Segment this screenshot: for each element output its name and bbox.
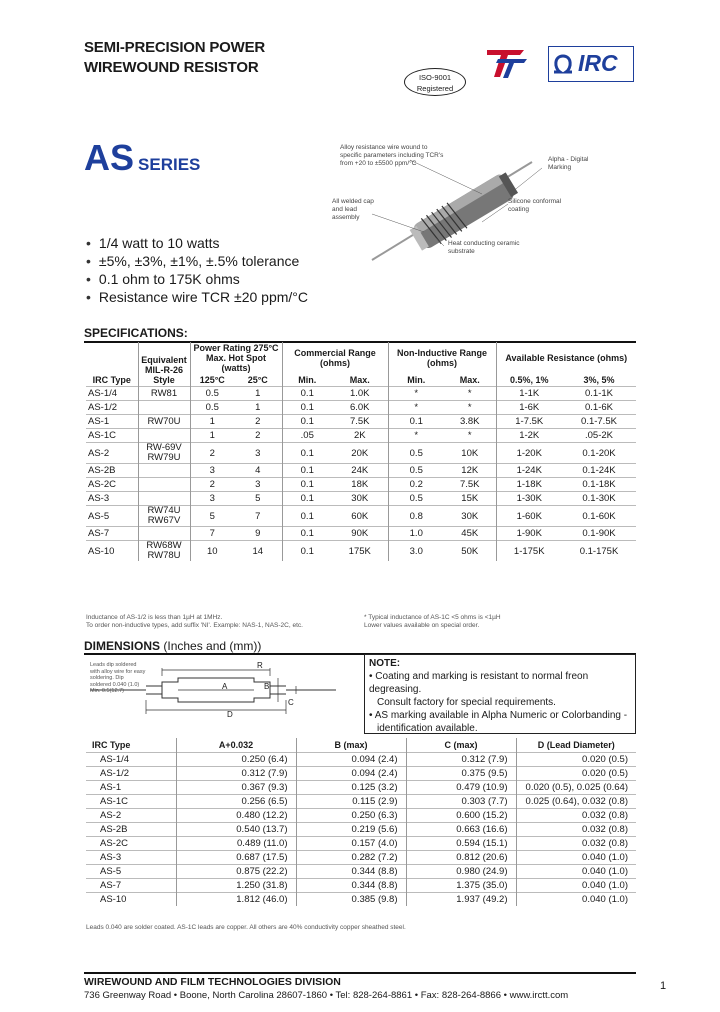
table-cell: 0.8 [388,506,444,527]
table-cell: 0.040 (1.0) [516,893,636,907]
table-cell: AS-3 [86,492,138,506]
dimensions-table [86,738,636,906]
table-row [86,837,636,851]
series-heading [84,138,200,185]
table-cell: 24K [332,464,388,478]
table-cell: 0.875 (22.2) [176,865,296,879]
table-cell: 0.1 [282,527,332,541]
table-cell: 5 [234,492,282,506]
dim-col-type: IRC Type [92,740,131,750]
table-cell: 0.5 [190,387,234,401]
table-cell: 0.480 (12.2) [176,809,296,823]
table-cell: 0.1 [282,541,332,562]
specs-footnote-right [364,614,501,630]
footnote-line: Inductance of AS-1/2 is less than 1µH at 1MHz. [86,614,223,621]
dim-col-d: D (Lead Diameter) [516,738,636,753]
footnote-line: Lower values available on special order. [364,622,480,629]
table-cell: 0.600 (15.2) [406,809,516,823]
table-cell: 0.1-1K [562,387,636,401]
table-cell: 0.312 (7.9) [176,767,296,781]
dim-label-c: C [288,698,294,707]
table-cell: 0.344 (8.8) [296,865,406,879]
table-cell: 1.812 (46.0) [176,893,296,907]
table-row [86,443,636,464]
table-cell: RW74U RW67V [138,506,190,527]
table-cell: AS-1 [86,415,138,429]
table-cell: 1-20K [496,443,562,464]
table-cell: 1.250 (31.8) [176,879,296,893]
table-cell: 0.219 (5.6) [296,823,406,837]
series-suffix: SERIES [138,155,201,174]
dimension-drawing-note: Leads dip soldered with alloy wire for easy soldering. Dip soldered 0.040 (1.0) Min. 0.5(12.7) [90,662,146,694]
iso-line-1: ISO-9001 [418,73,452,82]
table-cell: 50K [444,541,496,562]
table-cell: AS-2B [86,464,138,478]
title-line-1: SEMI-PRECISION POWER [84,39,266,56]
footnote-line: To order non-inductive types, add suffix 'NI'. Example: NAS-1, NAS-2C, etc. [86,622,303,629]
table-cell: 0.020 (0.5), 0.025 (0.64) [516,781,636,795]
irc-logo [548,46,634,82]
label-welded: All welded cap and lead assembly [332,198,374,221]
series-name: AS [84,137,135,178]
table-cell: AS-5 [86,865,176,879]
table-cell: 0.1-30K [562,492,636,506]
col-25c: 25°C [247,375,268,385]
table-row [86,541,636,562]
table-row [86,893,636,907]
col-power: Power Rating 275°C Max. Hot Spot (watts) [190,342,282,374]
table-cell: 18K [332,478,388,492]
table-cell: 14 [234,541,282,562]
table-cell: AS-2B [86,823,176,837]
table-cell: 0.1 [282,443,332,464]
table-cell: 0.040 (1.0) [516,851,636,865]
table-row [86,492,636,506]
table-cell: 0.1 [282,506,332,527]
table-cell: 0.1-18K [562,478,636,492]
col-available: Available Resistance (ohms) [496,342,636,374]
table-cell: 7 [234,506,282,527]
table-cell: 1 [190,429,234,443]
table-cell: 0.489 (11.0) [176,837,296,851]
specifications-table [86,342,636,561]
table-cell: 0.5 [388,492,444,506]
table-cell: 0.594 (15.1) [406,837,516,851]
table-cell: 0.1-175K [562,541,636,562]
table-cell: 1-175K [496,541,562,562]
col-irc-type: IRC Type [92,375,131,385]
table-row [86,795,636,809]
note-box [364,654,636,734]
table-cell: AS-2C [86,478,138,492]
table-cell: 0.032 (0.8) [516,823,636,837]
table-cell: 3 [234,478,282,492]
table-cell: AS-10 [86,541,138,562]
specifications-heading: SPECIFICATIONS: [84,326,188,340]
table-cell: 0.540 (13.7) [176,823,296,837]
table-cell: 20K [332,443,388,464]
note-item-cont: identification available. [377,723,478,734]
division-name: WIREWOUND AND FILM TECHNOLOGIES DIVISION [84,976,341,988]
table-cell: 0.025 (0.64), 0.032 (0.8) [516,795,636,809]
table-cell: RW-69V RW79U [138,443,190,464]
table-cell: 2 [190,478,234,492]
table-cell: 0.1-60K [562,506,636,527]
table-cell: 30K [444,506,496,527]
table-cell: 0.5 [388,443,444,464]
table-cell: 30K [332,492,388,506]
iso-badge [404,68,466,96]
table-cell: 9 [234,527,282,541]
table-cell: 1 [234,401,282,415]
table-cell: AS-7 [86,879,176,893]
table-cell: * [444,401,496,415]
table-cell: 0.040 (1.0) [516,865,636,879]
table-row [86,809,636,823]
table-cell: 0.312 (7.9) [406,753,516,767]
table-row [86,781,636,795]
table-cell: 0.687 (17.5) [176,851,296,865]
table-cell: AS-2 [86,443,138,464]
feature-item: • Resistance wire TCR ±20 ppm/°C [86,288,308,306]
table-cell: 0.1 [282,401,332,415]
table-cell: 2 [234,415,282,429]
col-mil-style: Equivalent MIL-R-26 Style [138,342,190,387]
table-row [86,527,636,541]
table-cell: 1.937 (49.2) [406,893,516,907]
table-cell: 0.094 (2.4) [296,767,406,781]
table-cell: 60K [332,506,388,527]
table-cell: 0.250 (6.3) [296,809,406,823]
table-cell: 1-60K [496,506,562,527]
table-cell: 1-24K [496,464,562,478]
table-row [86,823,636,837]
table-cell: 175K [332,541,388,562]
table-row [86,865,636,879]
table-row [86,387,636,401]
table-cell: * [388,401,444,415]
table-cell: 0.282 (7.2) [296,851,406,865]
table-cell: .05-2K [562,429,636,443]
table-cell: 1-2K [496,429,562,443]
label-marking: Alpha - Digital Marking [548,156,589,171]
col-tol-1: 0.5%, 1% [496,374,562,387]
table-cell: 10K [444,443,496,464]
table-cell: 7 [190,527,234,541]
table-cell: AS-2 [86,809,176,823]
table-cell: 15K [444,492,496,506]
table-cell: 0.385 (9.8) [296,893,406,907]
dim-label-a: A [222,682,228,691]
dim-col-b: B (max) [296,738,406,753]
table-row [86,506,636,527]
table-row [86,415,636,429]
table-cell: 0.1-90K [562,527,636,541]
dim-col-a: A+0.032 [176,738,296,753]
table-cell [138,478,190,492]
table-row [86,464,636,478]
note-item: • Coating and marking is resistant to normal freon degreasing. [369,670,631,696]
dimensions-footnote: Leads 0.040 are solder coated. AS-1C leads are copper. All others are 40% conductivity copper sheathed steel. [86,924,406,931]
table-cell: 4 [234,464,282,478]
table-cell: * [388,387,444,401]
table-cell: 2 [234,429,282,443]
col-ni-min: Min. [388,374,444,387]
table-cell: 10 [190,541,234,562]
feature-item: • 1/4 watt to 10 watts [86,234,308,252]
col-tol-2: 3%, 5% [583,375,615,385]
table-cell: 0.125 (3.2) [296,781,406,795]
table-cell: 0.1 [282,464,332,478]
dim-label-d: D [227,710,233,719]
company-address: 736 Greenway Road • Boone, North Carolina 28607-1860 • Tel: 828-264-8861 • Fax: 828-264-8866 • www.irctt.com [84,990,569,1001]
table-cell: 0.5 [388,464,444,478]
table-cell: 1.375 (35.0) [406,879,516,893]
table-cell: 1-6K [496,401,562,415]
table-cell: 0.479 (10.9) [406,781,516,795]
table-cell: AS-1 [86,781,176,795]
table-cell: 1.0K [332,387,388,401]
table-cell: RW68W RW78U [138,541,190,562]
table-cell: AS-1/4 [86,387,138,401]
table-cell: 0.1 [282,492,332,506]
table-cell: AS-1/2 [86,401,138,415]
table-cell: 0.303 (7.7) [406,795,516,809]
table-cell [138,401,190,415]
table-row [86,478,636,492]
dim-label-b: B [264,682,270,691]
label-coating: Silicone conformal coating [508,198,562,213]
feature-item: • ±5%, ±3%, ±1%, ±.5% tolerance [86,252,308,270]
table-cell: * [444,387,496,401]
table-cell: * [388,429,444,443]
table-cell: 0.1-6K [562,401,636,415]
col-noninductive: Non-Inductive Range (ohms) [388,342,496,374]
table-cell: 0.1 [282,415,332,429]
table-cell: 0.2 [388,478,444,492]
table-cell: * [444,429,496,443]
col-ni-max: Max. [459,375,480,385]
table-cell: 0.812 (20.6) [406,851,516,865]
table-cell: 7.5K [332,415,388,429]
table-cell: 1.0 [388,527,444,541]
col-comm-min: Min. [282,374,332,387]
table-cell: 0.115 (2.9) [296,795,406,809]
irc-logo-text: IRC [578,50,618,76]
title-line-2: WIREWOUND RESISTOR [84,59,259,76]
table-row [86,429,636,443]
col-125c: 125°C [190,374,234,387]
table-cell: 3.8K [444,415,496,429]
table-cell [138,527,190,541]
table-cell: 0.1 [282,387,332,401]
table-cell: 1 [234,387,282,401]
table-cell: 45K [444,527,496,541]
table-cell: 0.367 (9.3) [176,781,296,795]
table-cell: AS-5 [86,506,138,527]
table-cell: 1-30K [496,492,562,506]
table-cell: 0.663 (16.6) [406,823,516,837]
table-cell: RW70U [138,415,190,429]
feature-list [86,234,308,306]
note-title: NOTE: [369,658,401,669]
footer-rule [84,972,636,974]
table-cell: 3.0 [388,541,444,562]
dimensions-body [86,753,636,907]
table-cell: 0.094 (2.4) [296,753,406,767]
table-cell: 0.1 [282,478,332,492]
dimensions-title: DIMENSIONS [84,639,161,653]
dim-label-r: R [257,661,263,670]
resistor-diagram [332,142,594,266]
table-cell: 2 [190,443,234,464]
dimensions-units: (Inches and (mm)) [163,639,262,653]
col-commercial: Commercial Range (ohms) [282,342,388,374]
table-cell: 1-18K [496,478,562,492]
table-cell: 0.020 (0.5) [516,767,636,781]
table-cell: 6.0K [332,401,388,415]
table-cell: AS-2C [86,837,176,851]
table-cell: AS-1C [86,795,176,809]
page-number: 1 [660,980,667,992]
page-title [84,38,265,78]
table-cell: AS-1/2 [86,767,176,781]
label-wire: Alloy resistance wire wound to specific parameters including TCR's from +20 to ±5500 ppm/°C [340,144,444,167]
table-cell: 0.250 (6.4) [176,753,296,767]
table-cell: 7.5K [444,478,496,492]
table-row [86,753,636,767]
table-cell: 0.980 (24.9) [406,865,516,879]
tt-logo-icon [484,44,530,80]
table-cell: 1-1K [496,387,562,401]
table-row [86,401,636,415]
table-cell: 0.040 (1.0) [516,879,636,893]
table-cell: 0.020 (0.5) [516,753,636,767]
table-cell: 0.256 (6.5) [176,795,296,809]
table-cell [138,464,190,478]
table-cell: 2K [332,429,388,443]
table-row [86,767,636,781]
table-cell: 3 [190,492,234,506]
table-cell: AS-3 [86,851,176,865]
table-row [86,851,636,865]
table-cell: .05 [282,429,332,443]
table-cell: 0.5 [190,401,234,415]
note-item-cont: Consult factory for special requirements. [377,697,556,708]
feature-item: • 0.1 ohm to 175K ohms [86,270,308,288]
table-cell: 0.032 (0.8) [516,837,636,851]
table-cell: 0.1-20K [562,443,636,464]
table-cell: 0.1 [388,415,444,429]
table-cell: 0.1-7.5K [562,415,636,429]
table-cell: 12K [444,464,496,478]
iso-line-2: Registered [416,84,454,93]
specs-footnote-left [86,614,303,630]
dimension-drawing [86,656,364,732]
table-cell: AS-10 [86,893,176,907]
table-cell: 0.157 (4.0) [296,837,406,851]
dimensions-heading [84,639,261,653]
table-cell: RW81 [138,387,190,401]
table-cell: 0.1-24K [562,464,636,478]
dim-col-c: C (max) [406,738,516,753]
table-cell [138,429,190,443]
table-cell: AS-7 [86,527,138,541]
table-cell: 5 [190,506,234,527]
table-cell: AS-1C [86,429,138,443]
specifications-body [86,387,636,562]
table-cell: 0.375 (9.5) [406,767,516,781]
table-cell: 1 [190,415,234,429]
table-cell: AS-1/4 [86,753,176,767]
label-substrate: Heat conducting ceramic substrate [448,240,520,255]
col-comm-max: Max. [349,375,370,385]
table-cell: 3 [190,464,234,478]
table-cell: 0.032 (0.8) [516,809,636,823]
table-cell: 3 [234,443,282,464]
footnote-line: * Typical inductance of AS-1C <5 ohms is <1µH [364,614,501,621]
note-item: • AS marking available in Alpha Numeric or Colorbanding - [369,709,631,722]
table-cell [138,492,190,506]
table-cell: 1-90K [496,527,562,541]
table-cell: 1-7.5K [496,415,562,429]
table-cell: 0.344 (8.8) [296,879,406,893]
table-cell: 90K [332,527,388,541]
table-row [86,879,636,893]
